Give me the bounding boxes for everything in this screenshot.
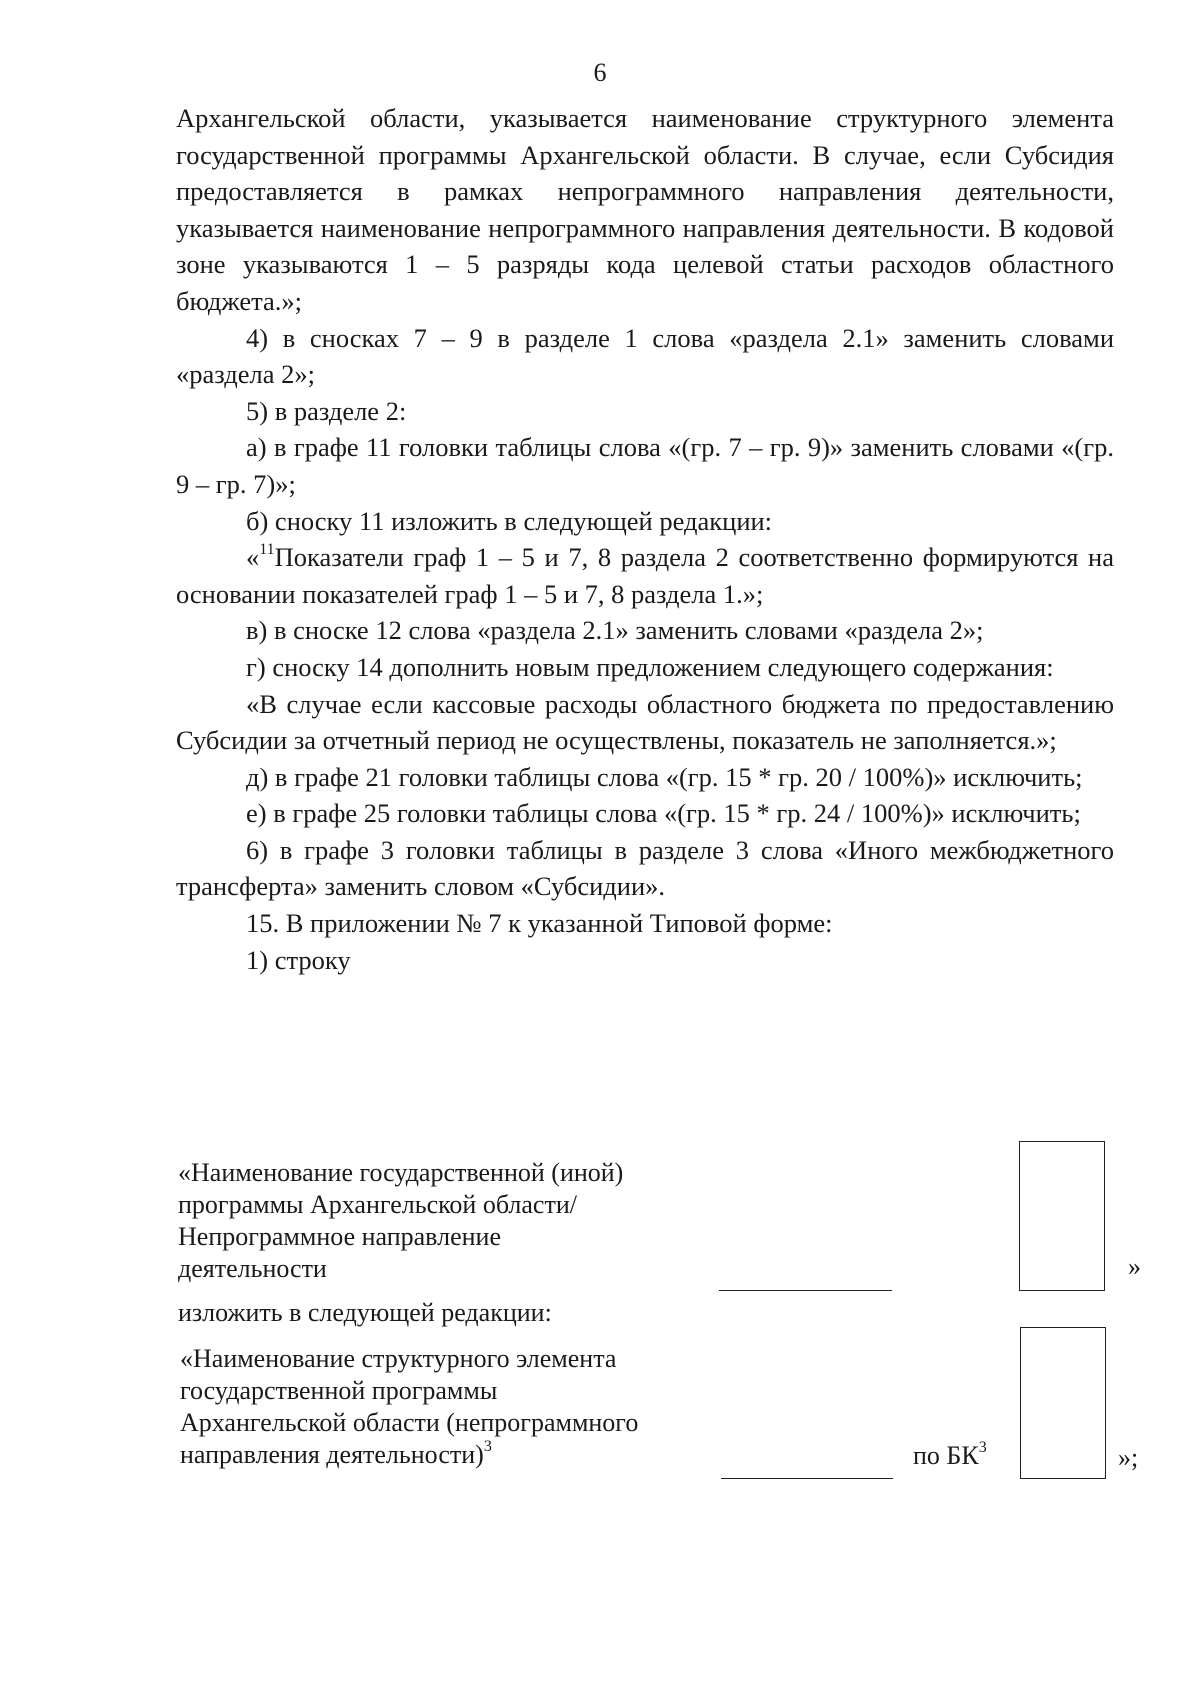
- form-new-line-4-text: направления деятельности): [180, 1440, 484, 1469]
- bk-label-text: по БК: [913, 1441, 979, 1470]
- paragraph-14: 1) строку: [246, 944, 351, 975]
- paragraph-3: 5) в разделе 2:: [246, 395, 407, 426]
- form-old-close-quote: »: [1128, 1252, 1141, 1281]
- bk-label: [913, 1441, 987, 1471]
- body-text: [176, 100, 1114, 978]
- between-text: изложить в следующей редакции:: [178, 1298, 552, 1327]
- form-new-line-1: «Наименование структурного элемента: [180, 1344, 617, 1373]
- paragraph-7: в) в сноске 12 слова «раздела 2.1» заменить словами «раздела 2»;: [246, 615, 984, 646]
- form-old-line-2: программы Архангельской области/: [178, 1190, 577, 1219]
- paragraph-9: «В случае если кассовые расходы областного бюджета по предоставлению Субсидии за отчетный период не осуществлены, показатель не заполняется.»;: [176, 688, 1114, 756]
- footnote-marker-3: 3: [483, 1438, 492, 1456]
- form-new-line-2: государственной программы: [180, 1376, 498, 1405]
- paragraph-10: д) в графе 21 головки таблицы слова «(гр. 15 * гр. 20 / 100%)» исключить;: [246, 761, 1083, 792]
- paragraph-13: 15. В приложении № 7 к указанной Типовой форме:: [246, 908, 833, 939]
- bk-footnote-marker: 3: [978, 1439, 987, 1457]
- paragraph-8: г) сноску 14 дополнить новым предложением следующего содержания:: [246, 651, 1054, 682]
- quote-open: «: [246, 542, 260, 573]
- form-old-code-box: [1019, 1141, 1105, 1291]
- paragraph-1: Архангельской области, указывается наименование структурного элемента государственной программы Архангельской области. В случае, если Субсидия предоставляется в рамках непрограммного направления деятельности, указывается наименование непрограммного направления деятельности. В кодовой зоне указываются 1 – 5 разряды кода целевой статьи расходов областного бюджета.»;: [176, 103, 1114, 316]
- paragraph-5: б) сноску 11 изложить в следующей редакции:: [246, 505, 773, 536]
- form-new-code-box: [1020, 1327, 1106, 1479]
- footnote-text: Показатели граф 1 – 5 и 7, 8 раздела 2 соответственно формируются на основании показателей граф 1 – 5 и 7, 8 раздела 1.»;: [176, 542, 1114, 609]
- form-new-close-quote: »;: [1118, 1443, 1139, 1472]
- form-old-line-4: деятельности: [178, 1254, 327, 1283]
- form-new-line-4: [180, 1439, 492, 1471]
- form-new-underline: [721, 1478, 893, 1479]
- form-new-line-3: Архангельской области (непрограммного: [180, 1408, 639, 1437]
- footnote-marker: 11: [259, 541, 275, 559]
- paragraph-6: [176, 539, 1114, 612]
- form-old-line-3: Непрограммное направление: [178, 1222, 501, 1251]
- page-number: 6: [593, 58, 607, 87]
- form-old-line-1: «Наименование государственной (иной): [178, 1158, 624, 1187]
- paragraph-12: 6) в графе 3 головки таблицы в разделе 3 слова «Иного межбюджетного трансферта» заменить словом «Субсидии».: [176, 834, 1114, 902]
- form-old-underline: [719, 1290, 892, 1291]
- paragraph-2: 4) в сносках 7 – 9 в разделе 1 слова «раздела 2.1» заменить словами «раздела 2»;: [176, 322, 1114, 390]
- paragraph-11: е) в графе 25 головки таблицы слова «(гр. 15 * гр. 24 / 100%)» исключить;: [246, 798, 1081, 829]
- paragraph-4: а) в графе 11 головки таблицы слова «(гр. 7 – гр. 9)» заменить словами «(гр. 9 – гр. 7)»;: [176, 432, 1114, 499]
